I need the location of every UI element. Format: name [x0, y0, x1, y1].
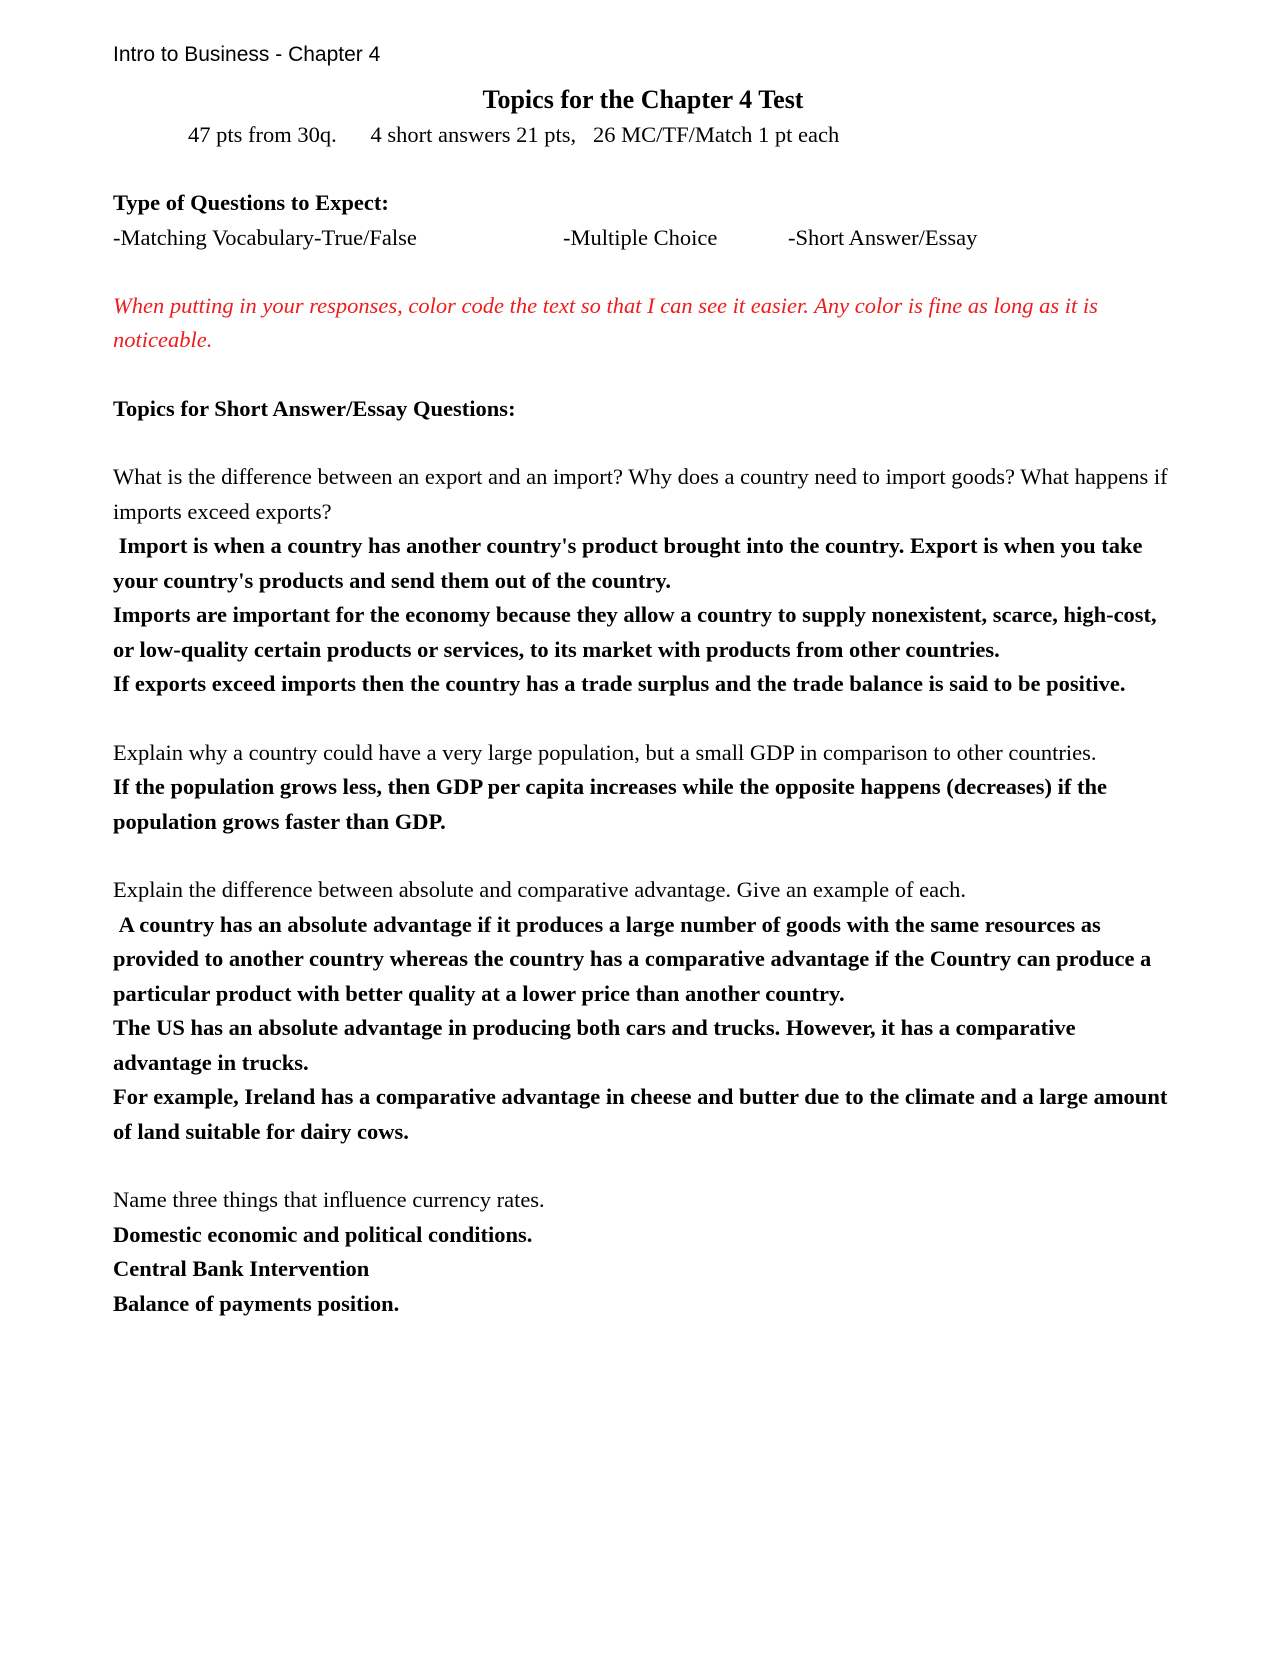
points-summary: 47 pts from 30q. 4 short answers 21 pts, 26 MC/TF/Match 1 pt each [188, 122, 840, 147]
question-type-item: -Multiple Choice [563, 224, 718, 250]
answer-text: Central Bank Intervention [113, 1256, 370, 1281]
document-page [113, 38, 1173, 1321]
answer-text: Import is when a country has another country's product brought into the country. Export is when you take your country's products and send them out of the country. [113, 533, 1143, 593]
question-block [113, 1183, 1173, 1321]
answer-text: Imports are important for the economy because they allow a country to supply nonexistent, scarce, high-cost, or low-quality certain products or services, to its market with products from other countries. [113, 602, 1157, 662]
answer-text: Balance of payments position. [113, 1290, 400, 1316]
instruction-note: When putting in your responses, color code the text so that I can see it easier. Any color is fine as long as it is noticeable. [113, 292, 1098, 352]
answer-text: The US has an absolute advantage in producing both cars and trucks. However, it has a comparative advantage in trucks. [113, 1015, 1076, 1075]
answer-text: Domestic economic and political conditions. [113, 1221, 533, 1247]
question-prompt: Name three things that influence currency rates. [113, 1187, 545, 1212]
question-prompt: What is the difference between an export and an import? Why does a country need to import goods? What happens if imports exceed exports? [113, 464, 1168, 524]
page-title: Topics for the Chapter 4 Test [482, 85, 804, 114]
question-type-item: -Short Answer/Essay [788, 224, 978, 250]
question-block [113, 736, 1173, 840]
short-answer-heading: Topics for Short Answer/Essay Questions: [113, 395, 516, 421]
question-types-heading: Type of Questions to Expect: [113, 190, 389, 215]
answer-text: If the population grows less, then GDP per capita increases while the opposite happens (decreases) if the population grows faster than GDP. [113, 774, 1107, 834]
answer-text: A country has an absolute advantage if it produces a large number of goods with the same resources as provided to another country whereas the country has a comparative advantage if the Country can produce a particular product with better quality at a lower price than another country. [113, 911, 1152, 1006]
answer-text: If exports exceed imports then the country has a trade surplus and the trade balance is said to be positive. [113, 671, 1126, 696]
document-header: Intro to Business - Chapter 4 [113, 43, 381, 66]
answer-text: For example, Ireland has a comparative advantage in cheese and butter due to the climate and a large amount of land suitable for dairy cows. [113, 1084, 1168, 1144]
question-prompt: Explain the difference between absolute and comparative advantage. Give an example of each. [113, 877, 966, 902]
question-types-list [113, 221, 1173, 255]
question-block [113, 460, 1173, 702]
question-prompt: Explain why a country could have a very large population, but a small GDP in comparison to other countries. [113, 739, 1097, 765]
question-type-item: -Matching Vocabulary-True/False [113, 224, 417, 250]
question-block [113, 873, 1173, 1149]
